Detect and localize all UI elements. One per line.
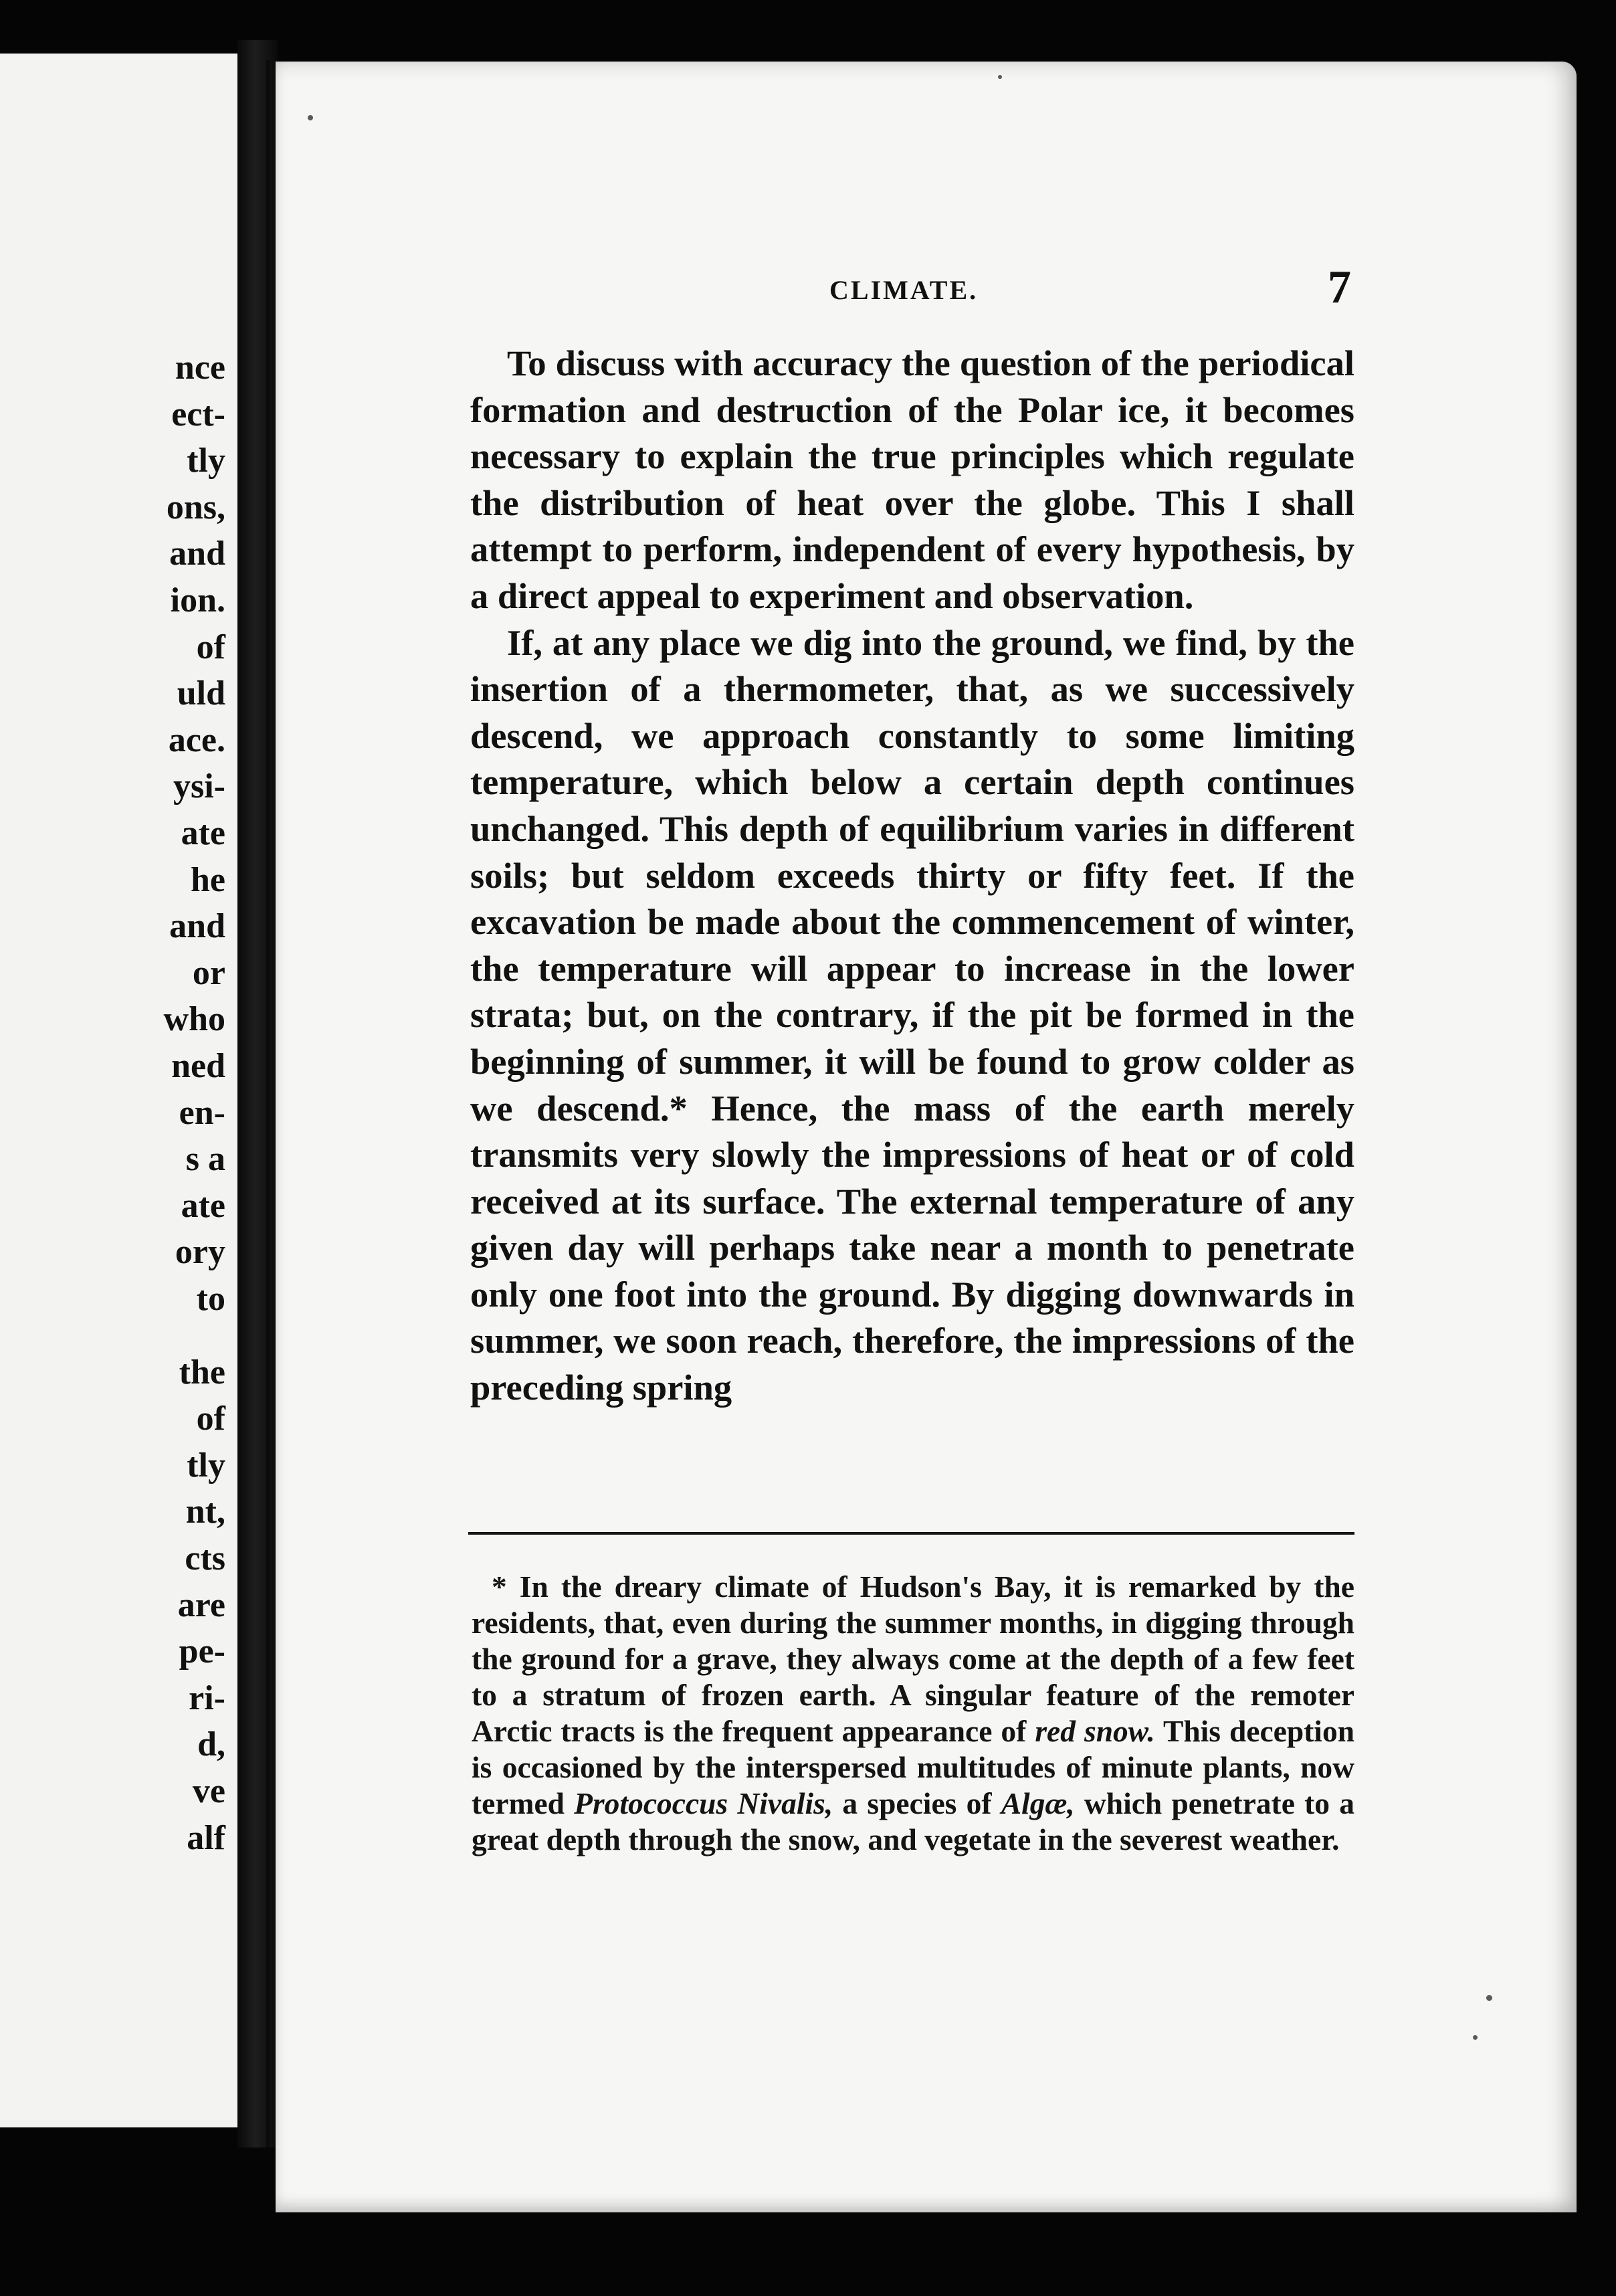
footnote xyxy=(472,1569,1354,1858)
footnote-text: * In the dreary climate of Hudson's Bay, it is remarked by the residents, that, even during the summer months, in digging through the ground for a grave, they always come at the depth of a few feet to a stratum of frozen earth. A singular feature of the remoter Arctic tracts is the frequent appearance of xyxy=(472,1569,1354,1748)
left-page-fragment: ace. xyxy=(168,721,225,759)
left-page-fragment: the xyxy=(179,1353,225,1392)
left-page-fragment: of xyxy=(196,1400,225,1438)
left-page-fragment: d, xyxy=(197,1725,225,1764)
left-page-fragment: ned xyxy=(171,1047,225,1085)
left-page-fragment: ory xyxy=(175,1233,225,1272)
left-page-fragment: tly xyxy=(187,442,225,480)
paragraph: If, at any place we dig into the ground, we find, by the insertion of a thermometer, that, as we successively descend, we approach constantly to some limiting temperature, which below a certain depth continues unchanged. This depth of equilibrium varies in different soils; but seldom exceeds thirty or fifty feet. If the excavation be made about the commencement of winter, the temperature will appear to increase in the lower strata; but, on the contrary, if the pit be formed in the beginning of summer, it will be found to grow colder as we descend.* Hence, the mass of the earth merely transmits very slowly the impressions of heat or of cold received at its surface. The external temperature of any given day will perhaps take near a month to penetrate only one foot into the ground. By digging downwards in summer, we soon reach, therefore, the impressions of the preceding spring xyxy=(470,621,1354,1408)
left-page-fragment: ect- xyxy=(171,395,225,434)
left-page-fragment: he xyxy=(191,860,225,899)
page-number: 7 xyxy=(1328,262,1351,313)
speck xyxy=(1486,1995,1492,2001)
left-page-fragment: nce xyxy=(175,349,225,387)
footnote-text: a species of xyxy=(833,1786,1001,1820)
left-page-fragment: ion. xyxy=(170,581,225,619)
footnote-italic: red snow. xyxy=(1035,1714,1155,1748)
left-page-fragment: of xyxy=(196,628,225,666)
left-page-fragment: en- xyxy=(179,1093,225,1132)
speck xyxy=(1473,2035,1478,2040)
left-page-fragment: nt, xyxy=(185,1493,225,1531)
book-gutter xyxy=(237,40,278,2147)
left-page-fragment: tly xyxy=(187,1446,225,1485)
left-page-fragment: are xyxy=(177,1586,225,1624)
footnote-rule xyxy=(468,1532,1354,1535)
left-page-fragment: ri- xyxy=(189,1679,225,1717)
footnote-italic: Algæ, xyxy=(1001,1786,1075,1820)
left-page-fragment: ate xyxy=(181,1186,225,1225)
left-page-fragment: cts xyxy=(185,1539,225,1577)
left-page-fragment: alf xyxy=(187,1818,225,1857)
left-page-fragment: who xyxy=(163,1000,225,1039)
footnote-text: which penetrate to a great depth through the snow, and vegetate in the severest weather. xyxy=(472,1786,1354,1856)
speck xyxy=(308,115,313,120)
paragraph: To discuss with accuracy the question of the periodical formation and destruction of the Polar ice, it becomes necessary to explain the true principles which regulate the distribution of heat over the globe. This I shall attempt to perform, independent of every hypothesis, by a direct appeal to experiment and observation. xyxy=(470,343,1354,616)
footnote-paragraph xyxy=(472,1569,1354,1858)
left-page-fragment: ve xyxy=(192,1772,225,1810)
left-page-fragment: and xyxy=(169,535,225,573)
left-page-fragment: to xyxy=(196,1280,225,1318)
footnote-italic: Protococcus Nivalis, xyxy=(574,1786,833,1820)
footnote-text: This deception is occasioned by the interspersed multitudes of minute plants, now termed xyxy=(472,1714,1355,1820)
running-head: CLIMATE. xyxy=(829,275,979,305)
left-page-fragment: or xyxy=(192,953,225,992)
left-page-fragment: ysi- xyxy=(173,767,225,806)
left-page-fragment: and xyxy=(169,907,225,946)
body-text xyxy=(470,340,1354,1411)
left-page-fragment: uld xyxy=(177,674,225,713)
left-page-fragment: s a xyxy=(185,1140,225,1179)
left-page-fragment: pe- xyxy=(179,1632,225,1671)
left-page-fragment: ate xyxy=(181,814,225,852)
left-page-fragment: ons, xyxy=(166,488,225,527)
speck xyxy=(998,75,1002,79)
gutter-line xyxy=(266,60,270,2147)
left-facing-page xyxy=(0,54,237,2127)
